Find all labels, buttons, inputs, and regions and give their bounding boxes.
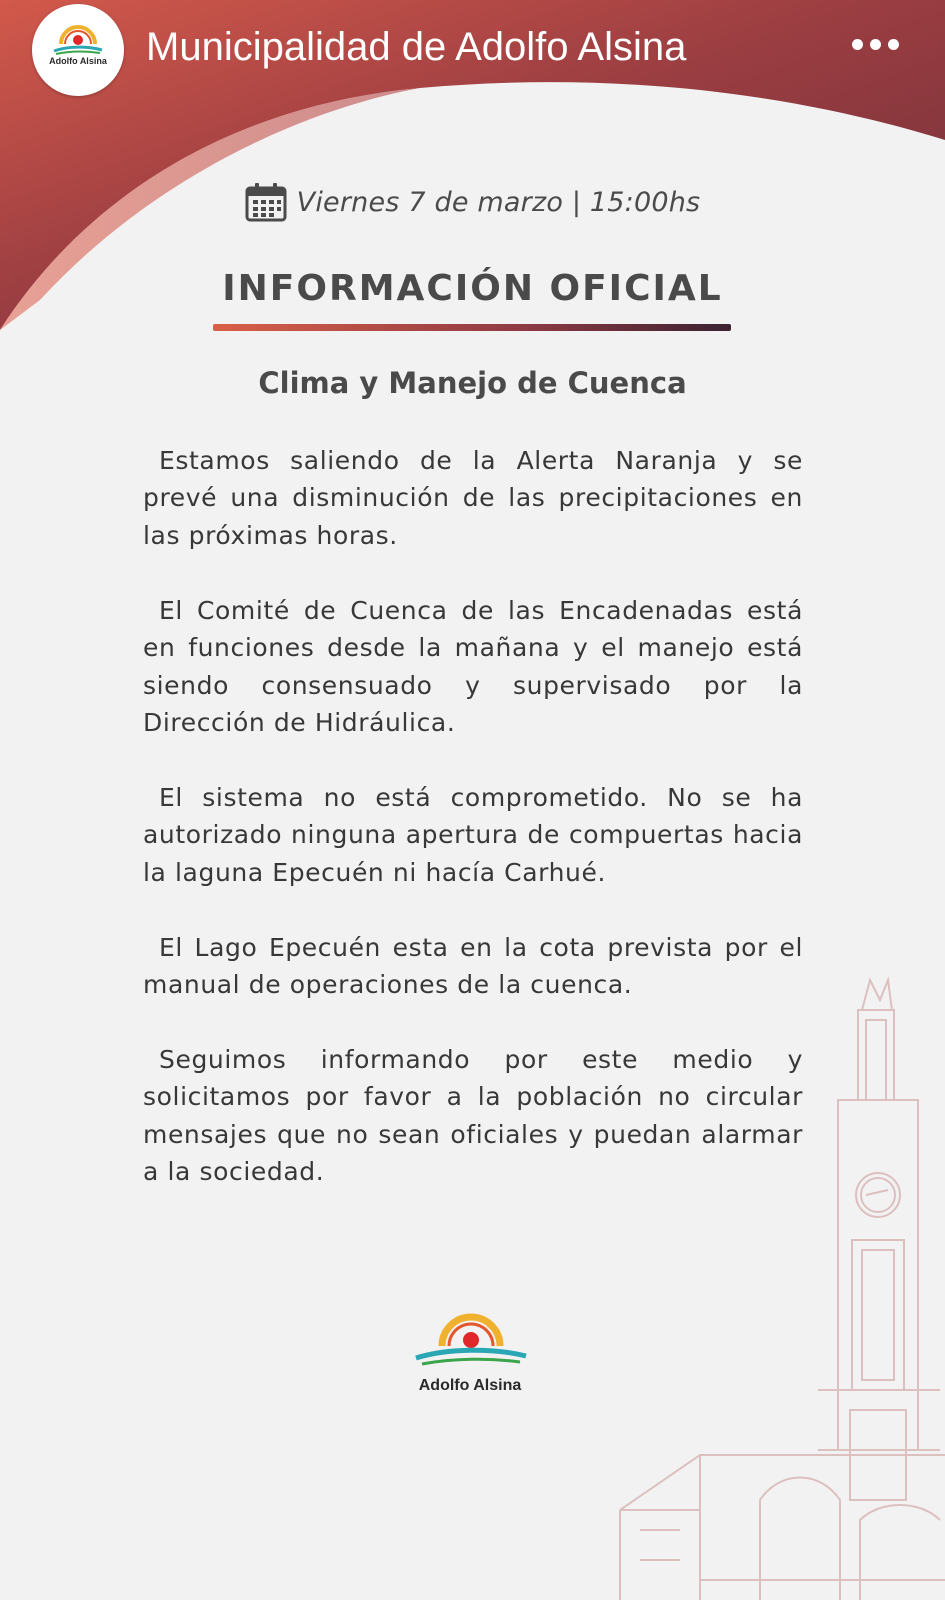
adolfo-alsina-logo-icon xyxy=(32,4,124,96)
date-text: Viernes 7 de marzo | 15:00hs xyxy=(296,186,701,218)
page-name[interactable]: Municipalidad de Adolfo Alsina xyxy=(146,25,687,69)
footer-logo-text: Adolfo Alsina xyxy=(418,1377,522,1394)
more-options-button[interactable] xyxy=(846,30,906,60)
paragraph: El Comité de Cuenca de las Encadenadas está en funciones desde la mañana y el manejo está siendo consensuado y supervisado por la Dirección de Hidráulica. xyxy=(143,595,803,737)
paragraph: El Lago Epecuén esta en la cota prevista por el manual de operaciones de la cuenca. xyxy=(143,932,803,999)
post-header xyxy=(0,0,945,100)
avatar-logo-text: Adolfo Alsina xyxy=(49,56,107,66)
paragraph: El sistema no está comprometido. No se ha autorizado ninguna apertura de compuertas hacia la laguna Epecuén ni hacía Carhué. xyxy=(143,782,803,887)
paragraph: Seguimos informando por este medio y solicitamos por favor a la población no circular mensajes que no sean oficiales y puedan alarmar a la sociedad. xyxy=(143,1044,803,1187)
date-line xyxy=(0,182,945,228)
title-underline xyxy=(213,324,731,331)
post-body xyxy=(143,442,803,1228)
more-horizontal-icon xyxy=(852,39,863,50)
page-avatar[interactable] xyxy=(32,4,124,96)
paragraph: Estamos saliendo de la Alerta Naranja y se prevé una disminución de las precipitaciones en las próximas horas. xyxy=(143,446,803,550)
post-title: INFORMACIÓN OFICIAL xyxy=(222,268,723,309)
post-subtitle: Clima y Manejo de Cuenca xyxy=(258,366,687,400)
calendar-icon xyxy=(245,182,287,222)
